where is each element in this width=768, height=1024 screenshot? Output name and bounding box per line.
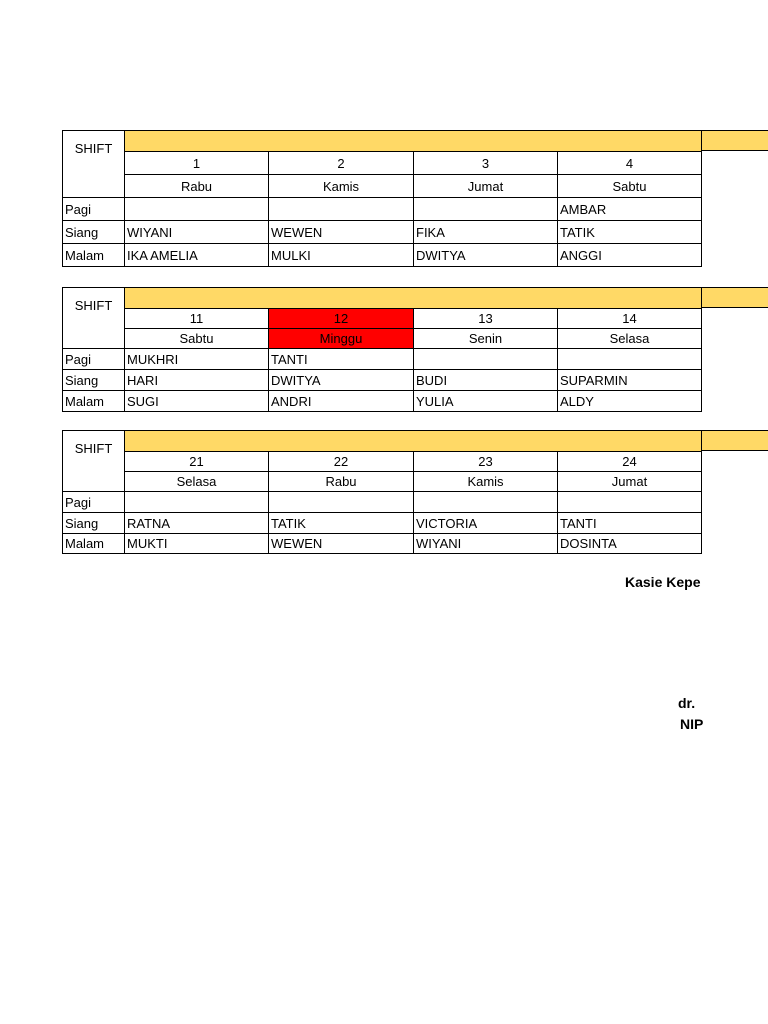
date-cell: 2 bbox=[269, 152, 414, 175]
date-cell: 13 bbox=[414, 309, 558, 329]
staff-cell: HARI bbox=[125, 370, 269, 391]
date-cell: 14 bbox=[558, 309, 702, 329]
staff-cell: TATIK bbox=[269, 513, 414, 534]
staff-cell: TANTI bbox=[269, 349, 414, 370]
staff-cell: WIYANI bbox=[125, 221, 269, 244]
staff-cell: MUKTI bbox=[125, 534, 269, 554]
staff-cell: TANTI bbox=[558, 513, 702, 534]
staff-cell: DWITYA bbox=[414, 244, 558, 267]
shift-header: SHIFT bbox=[63, 131, 125, 198]
table-row bbox=[63, 370, 702, 391]
table-row bbox=[63, 349, 702, 370]
staff-cell: ANDRI bbox=[269, 391, 414, 412]
table-row bbox=[63, 513, 702, 534]
staff-cell: MULKI bbox=[269, 244, 414, 267]
staff-cell: RATNA bbox=[125, 513, 269, 534]
staff-cell: WIYANI bbox=[414, 534, 558, 554]
staff-cell: YULIA bbox=[414, 391, 558, 412]
staff-cell bbox=[558, 349, 702, 370]
day-cell: Jumat bbox=[414, 175, 558, 198]
table-row bbox=[63, 492, 702, 513]
date-cell: 23 bbox=[414, 452, 558, 472]
staff-cell bbox=[414, 198, 558, 221]
staff-cell bbox=[558, 492, 702, 513]
day-cell-holiday: Minggu bbox=[269, 329, 414, 349]
staff-cell bbox=[125, 198, 269, 221]
day-cell: Kamis bbox=[269, 175, 414, 198]
shift-label: Malam bbox=[63, 534, 125, 554]
shift-label: Siang bbox=[63, 513, 125, 534]
staff-cell: VICTORIA bbox=[414, 513, 558, 534]
signature-title: Kasie Kepe bbox=[625, 574, 701, 590]
staff-cell: BUDI bbox=[414, 370, 558, 391]
date-cell: 21 bbox=[125, 452, 269, 472]
shift-label: Siang bbox=[63, 370, 125, 391]
day-cell: Rabu bbox=[269, 472, 414, 492]
staff-cell bbox=[269, 492, 414, 513]
shift-label: Malam bbox=[63, 244, 125, 267]
table-row bbox=[63, 391, 702, 412]
table-row bbox=[63, 221, 702, 244]
schedule-table-block-3 bbox=[62, 430, 702, 554]
day-cell: Rabu bbox=[125, 175, 269, 198]
signature-name: dr. bbox=[678, 695, 696, 711]
staff-cell: WEWEN bbox=[269, 534, 414, 554]
staff-cell bbox=[125, 492, 269, 513]
month-header bbox=[125, 431, 702, 452]
schedule-table-block-1 bbox=[62, 130, 702, 267]
table-row bbox=[63, 198, 702, 221]
signature-nip: NIP bbox=[680, 716, 704, 732]
staff-cell: ALDY bbox=[558, 391, 702, 412]
shift-label: Pagi bbox=[63, 349, 125, 370]
date-cell: 24 bbox=[558, 452, 702, 472]
shift-label: Pagi bbox=[63, 198, 125, 221]
staff-cell: DOSINTA bbox=[558, 534, 702, 554]
staff-cell: IKA AMELIA bbox=[125, 244, 269, 267]
day-cell: Kamis bbox=[414, 472, 558, 492]
month-header bbox=[125, 131, 702, 152]
date-cell: 11 bbox=[125, 309, 269, 329]
shift-label: Siang bbox=[63, 221, 125, 244]
date-cell: 3 bbox=[414, 152, 558, 175]
day-cell: Sabtu bbox=[558, 175, 702, 198]
month-header bbox=[125, 288, 702, 309]
shift-header: SHIFT bbox=[63, 431, 125, 492]
day-cell: Sabtu bbox=[125, 329, 269, 349]
staff-cell: TATIK bbox=[558, 221, 702, 244]
date-cell-holiday: 12 bbox=[269, 309, 414, 329]
table-row bbox=[63, 244, 702, 267]
shift-header: SHIFT bbox=[63, 288, 125, 349]
staff-cell bbox=[414, 492, 558, 513]
day-cell: Jumat bbox=[558, 472, 702, 492]
shift-label: Pagi bbox=[63, 492, 125, 513]
date-cell: 4 bbox=[558, 152, 702, 175]
day-cell: Selasa bbox=[558, 329, 702, 349]
staff-cell: FIKA bbox=[414, 221, 558, 244]
staff-cell: WEWEN bbox=[269, 221, 414, 244]
staff-cell: AMBAR bbox=[558, 198, 702, 221]
day-cell: Senin bbox=[414, 329, 558, 349]
staff-cell: SUPARMIN bbox=[558, 370, 702, 391]
staff-cell: SUGI bbox=[125, 391, 269, 412]
staff-cell bbox=[269, 198, 414, 221]
shift-label: Malam bbox=[63, 391, 125, 412]
staff-cell bbox=[414, 349, 558, 370]
staff-cell: MUKHRI bbox=[125, 349, 269, 370]
date-cell: 22 bbox=[269, 452, 414, 472]
table-row bbox=[63, 534, 702, 554]
staff-cell: DWITYA bbox=[269, 370, 414, 391]
date-cell: 1 bbox=[125, 152, 269, 175]
staff-cell: ANGGI bbox=[558, 244, 702, 267]
day-cell: Selasa bbox=[125, 472, 269, 492]
schedule-table-block-2 bbox=[62, 287, 702, 412]
